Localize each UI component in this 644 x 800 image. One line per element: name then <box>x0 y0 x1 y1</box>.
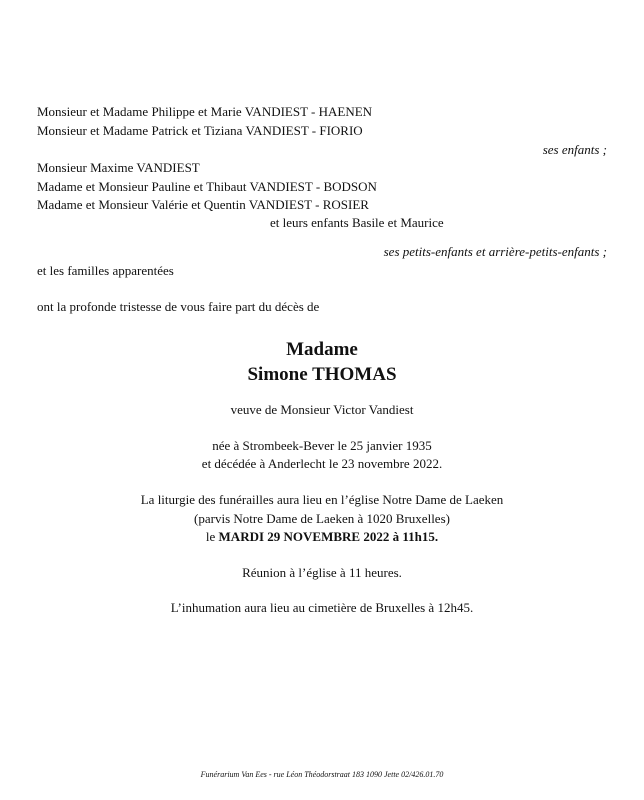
liturgy-line: La liturgie des funérailles aura lieu en l’église Notre Dame de Laeken <box>140 492 504 507</box>
child-line-2: Monsieur et Madame Patrick et Tiziana VANDIEST - FIORIO <box>37 123 363 138</box>
funeral-date-line <box>0 529 644 545</box>
grandchild-line-2: Madame et Monsieur Pauline et Thibaut VANDIEST - BODSON <box>37 179 377 194</box>
children-label: ses enfants ; <box>542 142 607 157</box>
burial-line: L’inhumation aura lieu au cimetière de Bruxelles à 12h45. <box>170 600 474 615</box>
death-line: et décédée à Anderlecht le 23 novembre 2022. <box>201 456 443 471</box>
funeral-home-footer: Funérarium Van Ees - rue Léon Théodorstraat 183 1090 Jette 02/426.01.70 <box>200 770 444 779</box>
grandchildren-label: ses petits-enfants et arrière-petits-enfants ; <box>383 244 607 259</box>
great-grandchildren-line: et leurs enfants Basile et Maurice <box>270 215 444 230</box>
deceased-title: Madame <box>286 339 358 360</box>
church-address-line: (parvis Notre Dame de Laeken à 1020 Bruxelles) <box>194 511 450 526</box>
meeting-line: Réunion à l’église à 11 heures. <box>242 565 402 580</box>
grandchild-line-1: Monsieur Maxime VANDIEST <box>37 160 200 175</box>
child-line-1: Monsieur et Madame Philippe et Marie VANDIEST - HAENEN <box>37 104 373 119</box>
relatives-line: et les familles apparentées <box>37 263 174 278</box>
funeral-date-prefix: le <box>205 529 219 544</box>
grandchild-line-3: Madame et Monsieur Valérie et Quentin VANDIEST - ROSIER <box>37 197 369 212</box>
widow-of-line: veuve de Monsieur Victor Vandiest <box>230 402 414 417</box>
deceased-name: Simone THOMAS <box>247 364 397 385</box>
announcement-line: ont la profonde tristesse de vous faire part du décès de <box>37 299 320 314</box>
funeral-date: MARDI 29 NOVEMBRE 2022 à 11h15. <box>218 529 439 544</box>
birth-line: née à Strombeek-Bever le 25 janvier 1935 <box>212 438 432 453</box>
